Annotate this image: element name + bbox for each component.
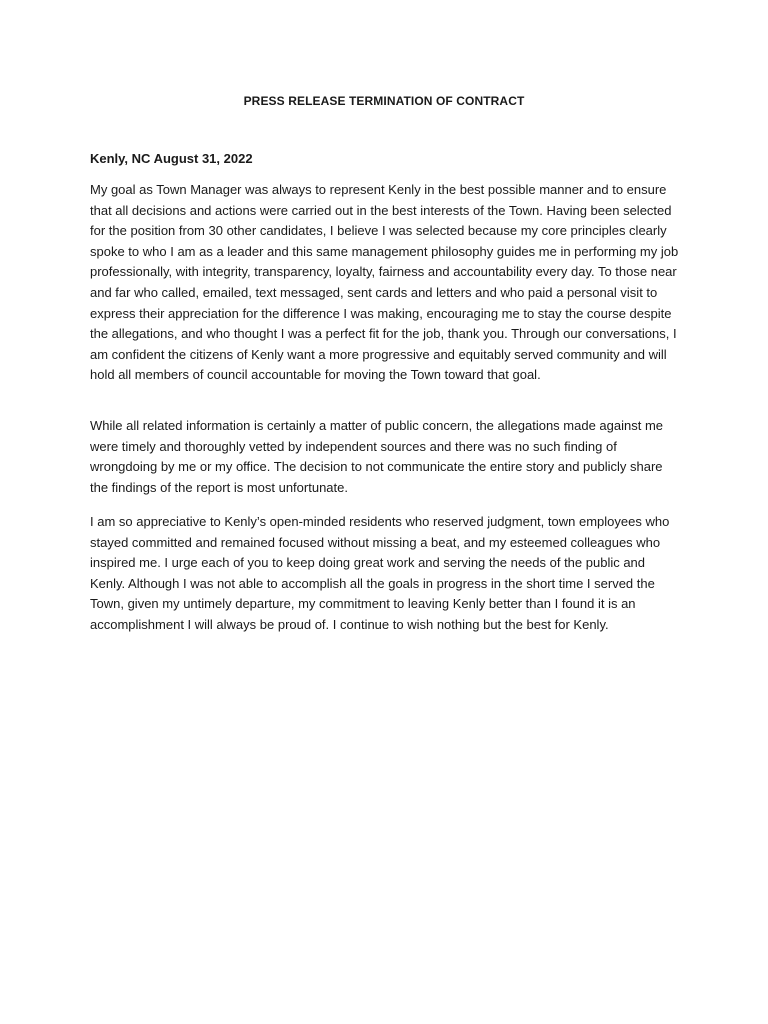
dateline: Kenly, NC August 31, 2022 [90, 151, 253, 166]
document-title: PRESS RELEASE TERMINATION OF CONTRACT [243, 94, 525, 108]
body-paragraph-1: My goal as Town Manager was always to represent Kenly in the best possible manner and to ensure that all decisions and actions were carried out in the best interests of the Town. Having been selected for the position from 30 other candidates, I believe I was selected because my core principles clearly spoke to who I am as a leader and this same management philosophy guides me in performing my job professionally, with integrity, transparency, loyalty, fairness and accountability every day. To those near and far who called, emailed, text messaged, sent cards and letters and who paid a personal visit to express their appreciation for the difference I was making, encouraging me to stay the course despite the allegations, and who thought I was a perfect fit for the job, thank you. Through our conversations, I am confident the citizens of Kenly want a more progressive and equitably served community and will hold all members of council accountable for moving the Town toward that goal. [90, 182, 679, 383]
body-paragraph-2: While all related information is certainly a matter of public concern, the allegations made against me were timely and thoroughly vetted by independent sources and there was no such finding of wrongdoing by me or my office. The decision to not communicate the entire story and publicly share the findings of the report is most unfortunate. [90, 418, 664, 495]
body-paragraph-3: I am so appreciative to Kenly’s open-minded residents who reserved judgment, town employees who stayed committed and remained focused without missing a beat, and my esteemed colleagues who inspired me. I urge each of you to keep doing great work and serving the needs of the public and Kenly. Although I was not able to accomplish all the goals in progress in the short time I served the Town, given my untimely departure, my commitment to leaving Kenly better than I found it is an accomplishment I will always be proud of. I continue to wish nothing but the best for Kenly. [90, 514, 670, 632]
